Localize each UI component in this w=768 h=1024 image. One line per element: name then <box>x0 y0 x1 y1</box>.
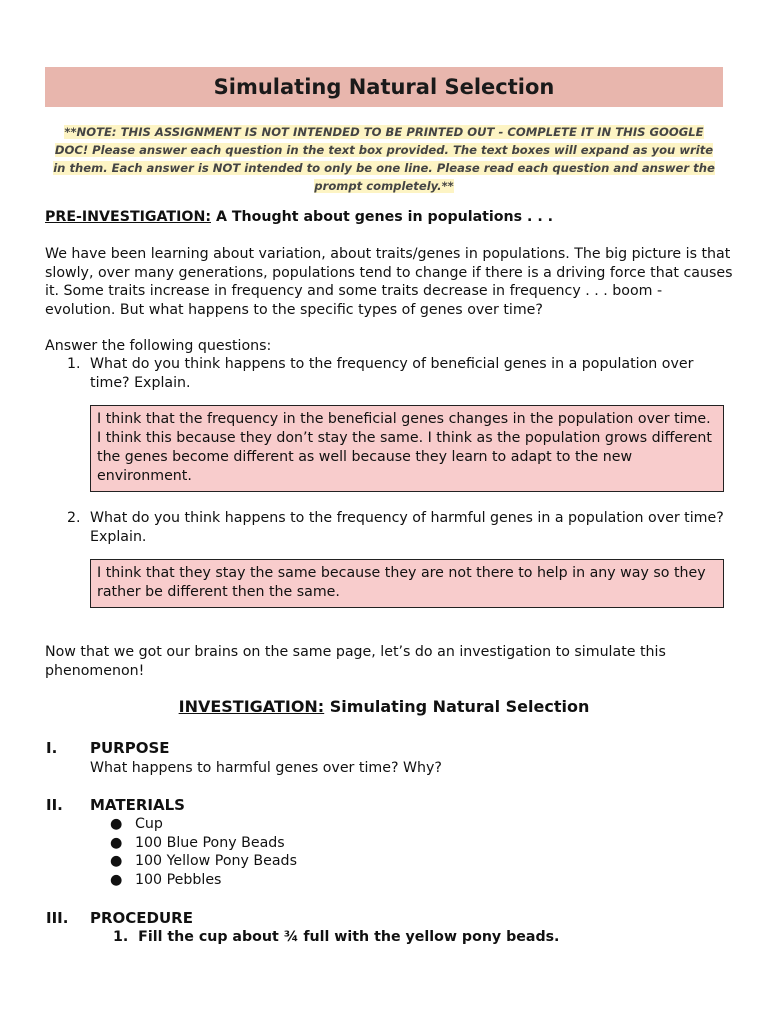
investigation-heading <box>0 698 768 717</box>
note-highlight: **NOTE: THIS ASSIGNMENT IS NOT INTENDED TO BE PRINTED OUT - COMPLETE IT IN THIS GOOGLE DOC! Please answer each question in the text box provided. The text boxes will expand as you write in them. Each answer is NOT intended to only be one line. Please read each question and answer the prompt completely.** <box>53 125 715 193</box>
pre-investigation-heading <box>45 208 553 227</box>
list-item <box>110 834 297 853</box>
document-title: Simulating Natural Selection <box>45 67 723 107</box>
answer-box-2[interactable]: I think that they stay the same because they are not there to help in any way so they rather be different then the same. <box>90 559 724 608</box>
material-label: 100 Yellow Pony Beads <box>135 853 297 870</box>
pre-investigation-subtitle: A Thought about genes in populations . . . <box>211 209 554 225</box>
investigation-label: INVESTIGATION: <box>178 697 325 716</box>
question-number: 2. <box>67 510 81 526</box>
material-label: 100 Pebbles <box>135 871 222 888</box>
section-title-materials: MATERIALS <box>90 796 185 814</box>
purpose-text: What happens to harmful genes over time? Why? <box>90 760 442 776</box>
transition-paragraph: Now that we got our brains on the same page, let’s do an investigation to simulate this phenomenon! <box>45 644 666 679</box>
section-number-purpose: I. <box>46 739 58 757</box>
bullet-icon: ● <box>110 816 123 832</box>
materials-list <box>110 815 297 889</box>
section-number-procedure: III. <box>46 909 69 927</box>
procedure-step-1 <box>113 928 559 947</box>
list-item <box>110 852 297 871</box>
material-label: 100 Blue Pony Beads <box>135 834 285 851</box>
answer-lead: Answer the following questions: <box>45 338 272 354</box>
bullet-icon: ● <box>110 871 123 888</box>
list-item <box>110 871 297 890</box>
pre-investigation-label: PRE-INVESTIGATION: <box>45 209 211 225</box>
step-number: 1. <box>113 929 129 945</box>
material-label: Cup <box>135 816 163 832</box>
answer-box-1[interactable]: I think that the frequency in the beneficial genes changes in the population over time. I think this because they don’t stay the same. I think as the population grows different the genes become different as well because they learn to adapt to the new environment. <box>90 405 724 492</box>
question-number: 1. <box>67 356 81 372</box>
step-text: Fill the cup about ¾ full with the yellow pony beads. <box>138 929 560 945</box>
bullet-icon: ● <box>110 834 123 851</box>
section-number-materials: II. <box>46 796 63 814</box>
question-text: What do you think happens to the frequency of harmful genes in a population over time? Explain. <box>90 510 724 545</box>
bullet-icon: ● <box>110 853 123 870</box>
intro-paragraph: We have been learning about variation, about traits/genes in populations. The big picture is that slowly, over many generations, populations tend to change if there is a driving force that causes it. Some traits increase in frequency and some traits decrease in frequency . . . boom - evolution. But what happens to the specific types of genes over time? <box>45 246 733 318</box>
list-item <box>110 815 297 834</box>
section-title-procedure: PROCEDURE <box>90 909 193 927</box>
investigation-subtitle: Simulating Natural Selection <box>324 697 590 716</box>
assignment-note <box>48 123 720 195</box>
question-text: What do you think happens to the frequency of beneficial genes in a population over time? Explain. <box>90 356 694 391</box>
section-title-purpose: PURPOSE <box>90 739 170 757</box>
